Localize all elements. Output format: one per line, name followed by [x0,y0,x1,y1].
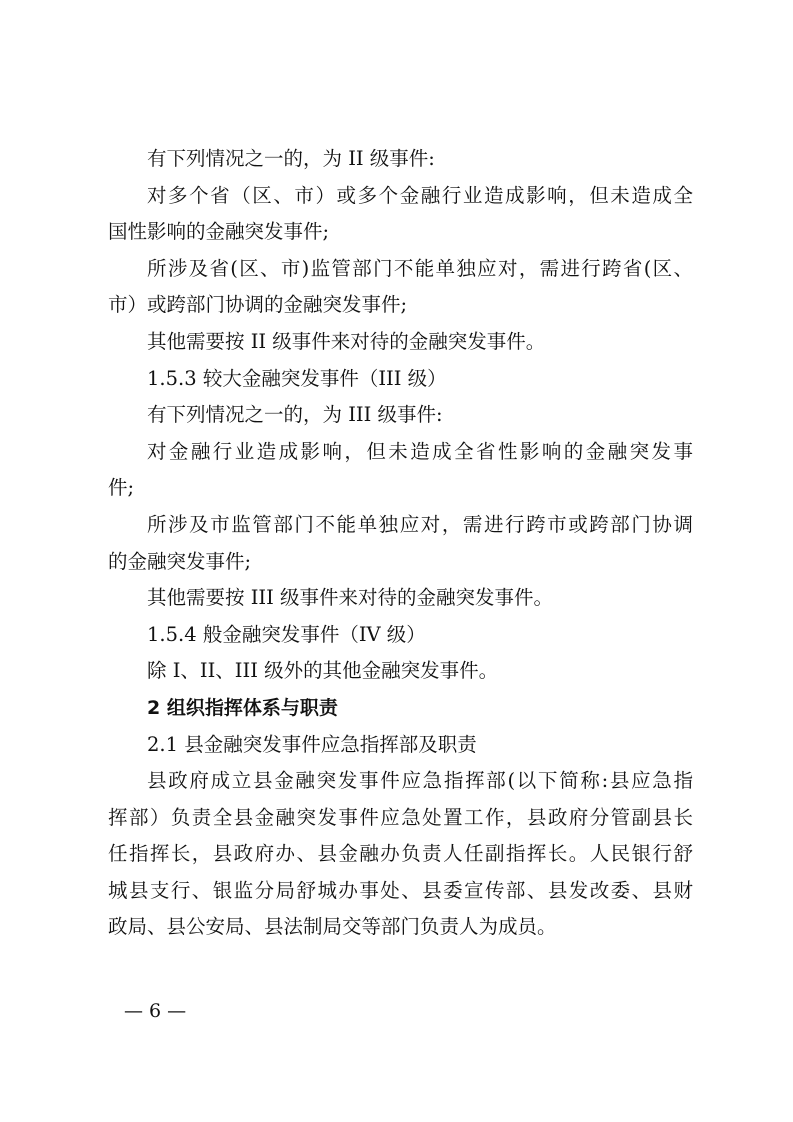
paragraph-command-line1: 县政府成立县金融突发事件应急指挥部(以下简称:县应急指 [147,769,693,793]
paragraph-level2-item2-cont: 市）或跨部门协调的金融突发事件; [108,293,408,317]
paragraph-level2-intro: 有下列情况之一的，为 II 级事件: [147,147,435,170]
paragraph-level3-item1: 对金融行业造成影响，但未造成全省性影响的金融突发事 [147,439,693,463]
paragraph-level4: 除 I、II、III 级外的其他金融突发事件。 [147,659,499,683]
section-heading-1-5-3: 1.5.3 较大金融突发事件（III 级） [147,366,447,390]
paragraph-level3-item3: 其他需要按 III 级事件来对待的金融突发事件。 [147,586,554,610]
paragraph-command-line2: 挥部）负责全县金融突发事件应急处置工作，县政府分管副县长 [108,805,693,829]
paragraph-level3-item2: 所涉及市监管部门不能单独应对，需进行跨市或跨部门协调 [147,512,693,536]
paragraph-level2-item1: 对多个省（区、市）或多个金融行业造成影响，但未造成全 [147,183,693,207]
paragraph-command-line3: 任指挥长，县政府办、县金融办负责人任副指挥长。人民银行舒 [108,842,693,866]
paragraph-level3-item1-cont: 件; [108,476,135,500]
page-number: — 6 — [124,1000,187,1022]
paragraph-command-line4: 城县支行、银监分局舒城办事处、县委宣传部、县发改委、县财 [108,878,693,902]
section-heading-2-1: 2.1 县金融突发事件应急指挥部及职责 [147,732,477,756]
paragraph-level2-item3: 其他需要按 II 级事件来对待的金融突发事件。 [147,329,546,353]
paragraph-level3-intro: 有下列情况之一的，为 III 级事件: [147,403,443,427]
paragraph-level2-item2: 所涉及省(区、市)监管部门不能单独应对，需进行跨省(区、 [147,256,693,280]
chapter-heading-2: 2 组织指挥体系与职责 [147,696,338,719]
section-heading-1-5-4: 1.5.4 般金融突发事件（IV 级） [147,622,426,646]
document-body [108,141,693,946]
paragraph-level3-item2-cont: 的金融突发事件; [108,549,252,573]
paragraph-command-line5: 政局、县公安局、县法制局交等部门负责人为成员。 [108,915,557,939]
paragraph-level2-item1-cont: 国性影响的金融突发事件; [108,220,330,244]
